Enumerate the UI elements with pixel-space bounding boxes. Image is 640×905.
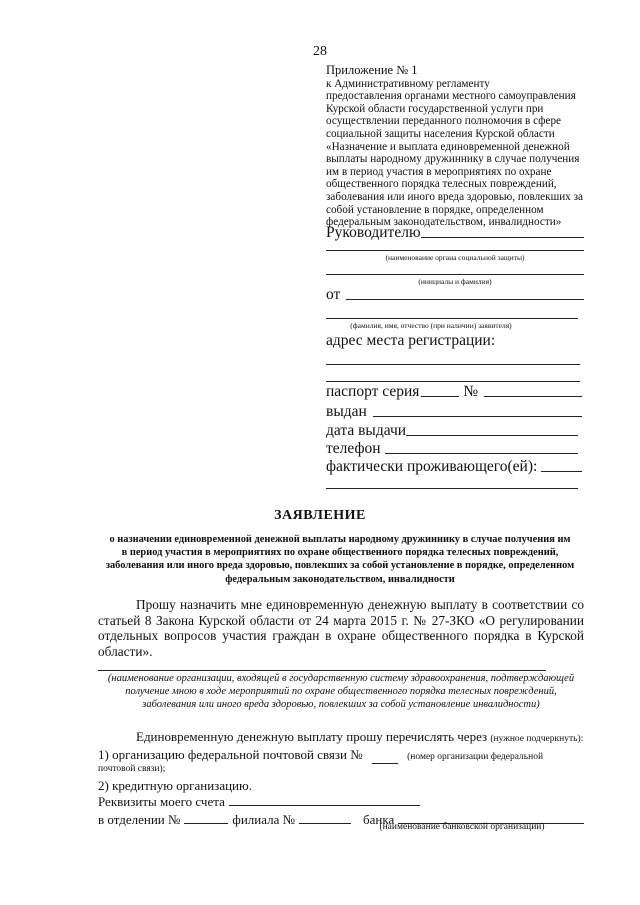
account-row bbox=[98, 794, 420, 810]
transfer-text: Единовременную денежную выплату прошу перечислять через bbox=[136, 729, 488, 744]
option1-text: 1) организацию федеральной почтовой связи № bbox=[98, 747, 363, 762]
appendix-line: Курской области государственной услуги при bbox=[326, 102, 544, 115]
transfer-note: (нужное подчеркнуть): bbox=[490, 734, 584, 744]
statement-subject bbox=[98, 533, 582, 586]
addressee-head-field[interactable] bbox=[421, 237, 584, 238]
addressee-head-label: Руководителю bbox=[326, 224, 421, 241]
issued-label: выдан bbox=[326, 403, 367, 420]
account-field[interactable] bbox=[229, 805, 420, 806]
subject-line: заболевания или иного вреда здоровью, повлекших за собой установление в порядке, определенном bbox=[105, 560, 575, 572]
address-line-1[interactable] bbox=[326, 364, 580, 365]
from-field-line2[interactable] bbox=[326, 318, 578, 319]
request-paragraph-text: Прошу назначить мне единовременную денежную выплату в соответствии со статьей 8 Закона Курской области от 24 марта 2015 г. № 27-ЗКО «О регулировании отдельных вопросов участия граждан в охране общественного порядка в Курской области». bbox=[98, 597, 584, 659]
transfer-line bbox=[98, 729, 584, 745]
appendix-line: «Назначение и выплата единовременной денежной bbox=[326, 140, 570, 153]
issue-date-label: дата выдачи bbox=[326, 422, 407, 439]
option1-note: (номер организации федеральной bbox=[407, 752, 544, 762]
initials-caption: (инициалы и фамилия) bbox=[418, 277, 492, 286]
phone-row bbox=[326, 440, 578, 458]
passport-series-field[interactable] bbox=[421, 396, 459, 397]
request-paragraph bbox=[98, 597, 584, 659]
appendix-line: выплаты народному дружиннику в случае получения bbox=[326, 153, 580, 166]
residence-label: фактически проживающего(ей): bbox=[326, 458, 538, 475]
org-name-caption: (наименование органа социальной защиты) bbox=[385, 253, 525, 262]
appendix-line: предоставления органами местного самоуправления bbox=[326, 90, 576, 103]
residence-field[interactable] bbox=[541, 471, 582, 472]
appendix-line: заболевания или иного вреда здоровью, повлекших за bbox=[326, 190, 583, 203]
appendix-line: собой установление в порядке, определенном bbox=[326, 203, 544, 216]
passport-number-label: № bbox=[463, 383, 479, 400]
option2-text: 2) кредитную организацию. bbox=[98, 778, 252, 793]
account-label: Реквизиты моего счета bbox=[98, 794, 225, 809]
appendix-line: осуществлении переданного полномочия в сфере bbox=[326, 115, 562, 128]
phone-label: телефон bbox=[326, 440, 381, 457]
phone-field[interactable] bbox=[385, 453, 578, 454]
residence-line-2[interactable] bbox=[326, 488, 578, 489]
from-label: от bbox=[326, 286, 341, 303]
subject-line: в период участия в мероприятиях по охране общественного порядка телесных повреждений, bbox=[121, 547, 559, 559]
passport-number-field[interactable] bbox=[484, 396, 582, 397]
address-label: адрес места регистрации: bbox=[326, 332, 496, 349]
medical-org-line[interactable] bbox=[98, 670, 546, 671]
residence-row bbox=[326, 458, 582, 476]
initials-line[interactable] bbox=[326, 274, 584, 275]
post-office-number-field[interactable] bbox=[372, 747, 398, 764]
appendix-line: к Административному регламенту bbox=[326, 77, 490, 90]
address-line-2[interactable] bbox=[326, 381, 580, 382]
appendix-line: общественного порядка телесных повреждений, bbox=[326, 178, 557, 191]
appendix-line: им в период участия в мероприятиях по охране bbox=[326, 165, 552, 178]
from-row bbox=[326, 286, 584, 304]
passport-series-label: паспорт серия bbox=[326, 383, 420, 400]
issued-field[interactable] bbox=[373, 416, 582, 417]
option1-note-cont: почтовой связи); bbox=[98, 764, 166, 774]
issue-date-row bbox=[326, 422, 578, 440]
appendix-title: Приложение № 1 bbox=[326, 63, 418, 77]
appendix-line: федеральным законодательством, инвалидности» bbox=[326, 216, 562, 229]
org-name-line[interactable] bbox=[326, 250, 584, 251]
addressee-head-row bbox=[326, 224, 584, 242]
statement-heading: ЗАЯВЛЕНИЕ bbox=[274, 508, 366, 523]
appendix-block bbox=[326, 64, 594, 229]
from-field[interactable] bbox=[346, 299, 584, 300]
issue-date-field[interactable] bbox=[406, 435, 578, 436]
filial-label: филиала № bbox=[232, 812, 296, 827]
medical-org-caption: (наименование организации, входящей в государственную систему здравоохранения, подтверждающей получение мною в ходе мероприятий по охране общественного порядка телесных повреждений, заболевания или иного вреда здоровью, повлекших за собой установление инвалидности) bbox=[107, 673, 575, 710]
fio-caption: (фамилия, имя, отчество (при наличии) заявителя) bbox=[350, 321, 512, 330]
option1-row bbox=[98, 747, 584, 764]
appendix-line: социальной защиты населения Курской области bbox=[326, 127, 555, 140]
passport-row bbox=[326, 383, 582, 401]
branch-number-field[interactable] bbox=[184, 823, 228, 824]
subject-line: о назначении единовременной денежной выплаты народному дружиннику в случае получения им bbox=[109, 534, 571, 545]
bank-caption: (наименование банковской организации) bbox=[379, 822, 545, 832]
subject-line: федеральным законодательством, инвалидности bbox=[225, 573, 455, 585]
branch-label: в отделении № bbox=[98, 812, 181, 827]
bank-label: банка bbox=[363, 812, 395, 827]
issued-row bbox=[326, 403, 582, 421]
page-number: 28 bbox=[313, 44, 327, 59]
